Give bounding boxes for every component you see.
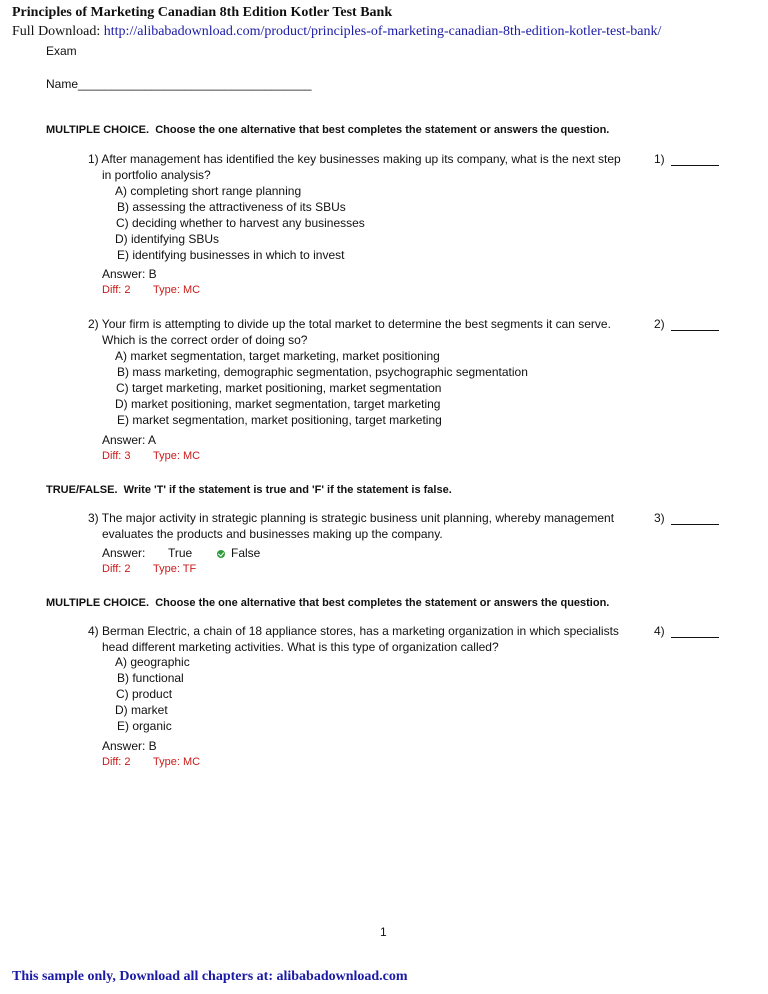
q2-option-e: E) market segmentation, market positioning, target marketing	[117, 413, 442, 427]
q1-option-d: D) identifying SBUs	[115, 232, 220, 246]
q3-type: Type: TF	[153, 563, 197, 575]
question-1-text-cont: in portfolio analysis?	[102, 168, 211, 182]
answer-blank-3[interactable]	[654, 511, 719, 525]
answer-blank-number: 2)	[654, 317, 665, 331]
answer-blank-2[interactable]	[654, 317, 719, 331]
q4-option-d: D) market	[115, 703, 168, 717]
q3-answer-label: Answer:	[102, 546, 146, 560]
check-icon	[217, 550, 225, 558]
document-title: Principles of Marketing Canadian 8th Edition Kotler Test Bank	[12, 5, 393, 20]
footer-download-notice[interactable]: This sample only, Download all chapters at: alibabadownload.com	[12, 969, 408, 984]
q2-type: Type: MC	[153, 450, 201, 462]
download-label: Full Download:	[12, 24, 101, 39]
answer-blank-4[interactable]	[654, 624, 719, 638]
answer-blank-number: 1)	[654, 152, 665, 166]
q1-option-b: B) assessing the attractiveness of its SBUs	[117, 200, 346, 214]
q1-answer: Answer: B	[102, 267, 157, 281]
name-field: Name___________________________________	[46, 77, 312, 91]
q2-option-a: A) market segmentation, target marketing, market positioning	[115, 349, 440, 363]
q4-type: Type: MC	[153, 756, 201, 768]
question-2-text: 2) Your firm is attempting to divide up the total market to determine the best segments it can serve.	[88, 317, 611, 331]
q1-option-a: A) completing short range planning	[115, 184, 302, 198]
mc-section-header	[46, 124, 609, 136]
question-2-text-cont: Which is the correct order of doing so?	[102, 333, 308, 347]
q2-option-b: B) mass marketing, demographic segmentation, psychographic segmentation	[117, 365, 528, 379]
q4-answer: Answer: B	[102, 739, 157, 753]
question-3-text: 3) The major activity in strategic planning is strategic business unit planning, whereby management	[88, 511, 615, 525]
q4-option-a: A) geographic	[115, 655, 190, 669]
mc-section-instruction: Choose the one alternative that best completes the statement or answers the question.	[155, 124, 610, 136]
tf-section-title: TRUE/FALSE.	[46, 484, 118, 496]
page-number: 1	[380, 925, 387, 939]
q1-diff: Diff: 2	[102, 284, 131, 296]
q3-true-option: True	[168, 546, 193, 560]
q4-option-b: B) functional	[117, 671, 184, 685]
download-link[interactable]: http://alibabadownload.com/product/principles-of-marketing-canadian-8th-edition-kotler-test-bank/	[103, 24, 662, 39]
tf-section-instruction: Write 'T' if the statement is true and 'F' if the statement is false.	[123, 484, 452, 496]
q3-diff: Diff: 2	[102, 563, 131, 575]
q3-false-label: False	[231, 546, 261, 560]
answer-blank-1[interactable]	[654, 152, 719, 166]
q2-option-d: D) market positioning, market segmentation, target marketing	[115, 397, 441, 411]
mc-section-title: MULTIPLE CHOICE.	[46, 124, 150, 136]
question-4-text-cont: head different marketing activities. What is this type of organization called?	[102, 640, 499, 654]
mc-section-header-2	[46, 597, 609, 609]
q2-option-c: C) target marketing, market positioning, market segmentation	[116, 381, 442, 395]
tf-section-header	[46, 484, 452, 496]
q2-answer: Answer: A	[102, 433, 157, 447]
mc-section-title: MULTIPLE CHOICE.	[46, 597, 150, 609]
q1-option-c: C) deciding whether to harvest any businesses	[116, 216, 365, 230]
q1-type: Type: MC	[153, 284, 201, 296]
q3-false-option	[217, 546, 260, 560]
q4-option-e: E) organic	[117, 719, 172, 733]
answer-blank-number: 3)	[654, 511, 665, 525]
question-4-text: 4) Berman Electric, a chain of 18 appliance stores, has a marketing organization in which specialists	[88, 624, 619, 638]
mc-section-instruction: Choose the one alternative that best completes the statement or answers the question.	[155, 597, 610, 609]
q2-diff: Diff: 3	[102, 450, 131, 462]
question-1-text: 1) After management has identified the key businesses making up its company, what is the next step	[88, 152, 621, 166]
exam-label: Exam	[46, 44, 77, 58]
full-download-line	[12, 24, 661, 40]
question-3-text-cont: evaluates the products and businesses making up the company.	[102, 527, 443, 541]
q1-option-e: E) identifying businesses in which to invest	[117, 248, 345, 262]
answer-blank-number: 4)	[654, 624, 665, 638]
q4-option-c: C) product	[116, 687, 173, 701]
q4-diff: Diff: 2	[102, 756, 131, 768]
